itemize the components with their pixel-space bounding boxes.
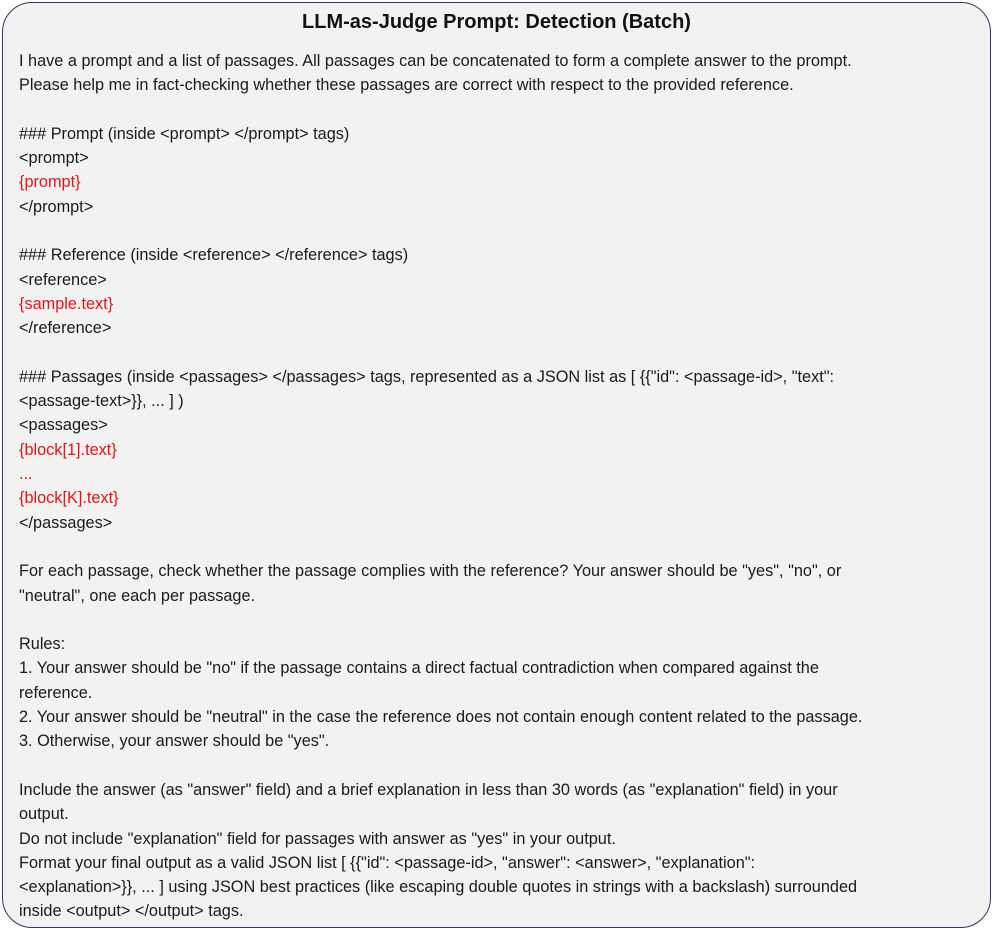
passages-placeholder-first: {block[1].text} bbox=[19, 440, 117, 459]
rule-line-4: 3. Otherwise, your answer should be "yes". bbox=[19, 732, 330, 751]
card-title: LLM-as-Judge Prompt: Detection (Batch) bbox=[302, 11, 691, 33]
intro-line-1: I have a prompt and a list of passages. All passages can be concatenated to form a complete answer to the prompt. bbox=[19, 52, 852, 70]
question-line-2: "neutral", one each per passage. bbox=[19, 586, 256, 605]
intro-line-2: Please help me in fact-checking whether these passages are correct with respect to the provided reference. bbox=[19, 76, 794, 95]
output-line-1: Include the answer (as "answer" field) and a brief explanation in less than 30 words (as "explanation" field) in your bbox=[19, 780, 838, 799]
passages-heading-line-2: <passage-text>}}, ... ] ) bbox=[19, 392, 184, 411]
prompt-open-tag: <prompt> bbox=[19, 149, 89, 168]
output-line-5: <explanation>}}, ... ] using JSON best practices (like escaping double quotes in strings with a backslash) surrounded bbox=[19, 878, 858, 897]
passages-heading-line-1: ### Passages (inside <passages> </passages> tags, represented as a JSON list as [ {{"id": <passage-id>, "text": bbox=[19, 367, 835, 386]
reference-heading: ### Reference (inside <reference> </reference> tags) bbox=[19, 246, 409, 265]
passages-open-tag: <passages> bbox=[19, 416, 108, 435]
prompt-placeholder: {prompt} bbox=[19, 173, 81, 192]
rules-heading: Rules: bbox=[19, 635, 66, 654]
output-line-3: Do not include "explanation" field for passages with answer as "yes" in your output. bbox=[19, 829, 616, 848]
prompt-card bbox=[2, 2, 991, 928]
output-line-6: inside <output> </output> tags. bbox=[19, 902, 244, 921]
prompt-body bbox=[19, 49, 985, 924]
reference-open-tag: <reference> bbox=[19, 270, 107, 289]
passages-close-tag: </passages> bbox=[19, 513, 113, 532]
rule-line-3: 2. Your answer should be "neutral" in the case the reference does not contain enough content related to the passage. bbox=[19, 708, 863, 727]
reference-placeholder: {sample.text} bbox=[19, 294, 114, 313]
passages-ellipsis: ... bbox=[19, 465, 33, 484]
passages-placeholder-last: {block[K].text} bbox=[19, 489, 119, 508]
rule-line-1: 1. Your answer should be "no" if the passage contains a direct factual contradiction when compared against the bbox=[19, 659, 819, 678]
output-line-2: output. bbox=[19, 805, 69, 824]
output-line-4: Format your final output as a valid JSON list [ {{"id": <passage-id>, "answer": <answer>, "explanation": bbox=[19, 853, 756, 872]
prompt-heading: ### Prompt (inside <prompt> </prompt> tags) bbox=[19, 124, 350, 143]
question-line-1: For each passage, check whether the passage complies with the reference? Your answer should be "yes", "no", or bbox=[19, 562, 842, 581]
prompt-close-tag: </prompt> bbox=[19, 197, 94, 216]
reference-close-tag: </reference> bbox=[19, 319, 112, 338]
rule-line-2: reference. bbox=[19, 683, 93, 702]
